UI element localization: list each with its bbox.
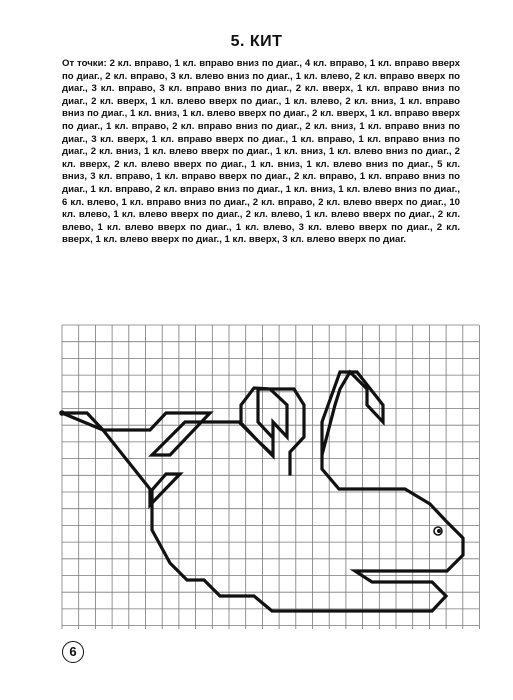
page-title: 5. КИТ [230, 33, 283, 50]
page-number: 6 [62, 641, 84, 663]
start-dot [59, 410, 65, 416]
instructions-lead: От точки: [62, 58, 107, 69]
whale-eye-pupil [437, 529, 441, 533]
whale-outline [62, 388, 304, 474]
instructions-text: 2 кл. вправо, 1 кл. вправо вниз по диаг., 4 кл. вправо, 1 кл. вправо вверх по диаг., 2 кл. вправо, 3 кл. влево вниз по диаг., 1 кл. влево, 2 кл. вправо вверх по диаг., 3 кл. вправо, 3 кл. вправо вниз по диаг., 2 кл. вверх, 1 кл. вправо вниз по диаг., 2 кл. вверх, 1 кл. влево вверх по диаг., 1 кл. влево, 2 кл. вниз, 1 кл. вправо вниз по диаг., 1 кл. вниз, 1 кл. влево вверх по диаг., 2 кл. вверх, 1 кл. вправо вверх по диаг., 1 кл. вправо, 2 кл. вправо вниз по диаг., 2 кл. вниз, 1 кл. вправо вниз по диаг., 3 кл. вверх, 1 кл. вправо вверх по диаг., 1 кл. вправо, 1 кл. вправо вниз по диаг., 2 кл. вниз, 1 кл. влево вверх по диаг., 1 кл. вниз, 1 кл. влево вниз по диаг., 2 кл. вверх, 2 кл. влево вверх по диаг., 1 кл. вниз, 1 кл. влево вниз по диаг., 5 кл. вниз, 3 кл. вправо, 1 кл. вправо вверх по диаг., 2 кл. вправо, 1 кл. вправо вниз по диаг., 1 кл. вправо, 2 кл. вправо вниз по диаг., 1 кл. вниз, 1 кл. влево вниз по диаг., 6 кл. влево, 1 кл. вправо вниз по диаг., 2 кл. вправо, 2 кл. влево вверх по диаг., 10 кл. влево, 1 кл. влево вверх по диаг., 2 кл. влево, 1 кл. влево вверх по диаг., 2 кл. влево, 1 кл. влево вверх по диаг., 1 кл. влево, 3 кл. влево вверх по диаг., 2 кл. вверх, 1 кл. влево вверх по диаг., 1 кл. вверх, 3 кл. влево вверх по диаг. [62, 58, 461, 246]
